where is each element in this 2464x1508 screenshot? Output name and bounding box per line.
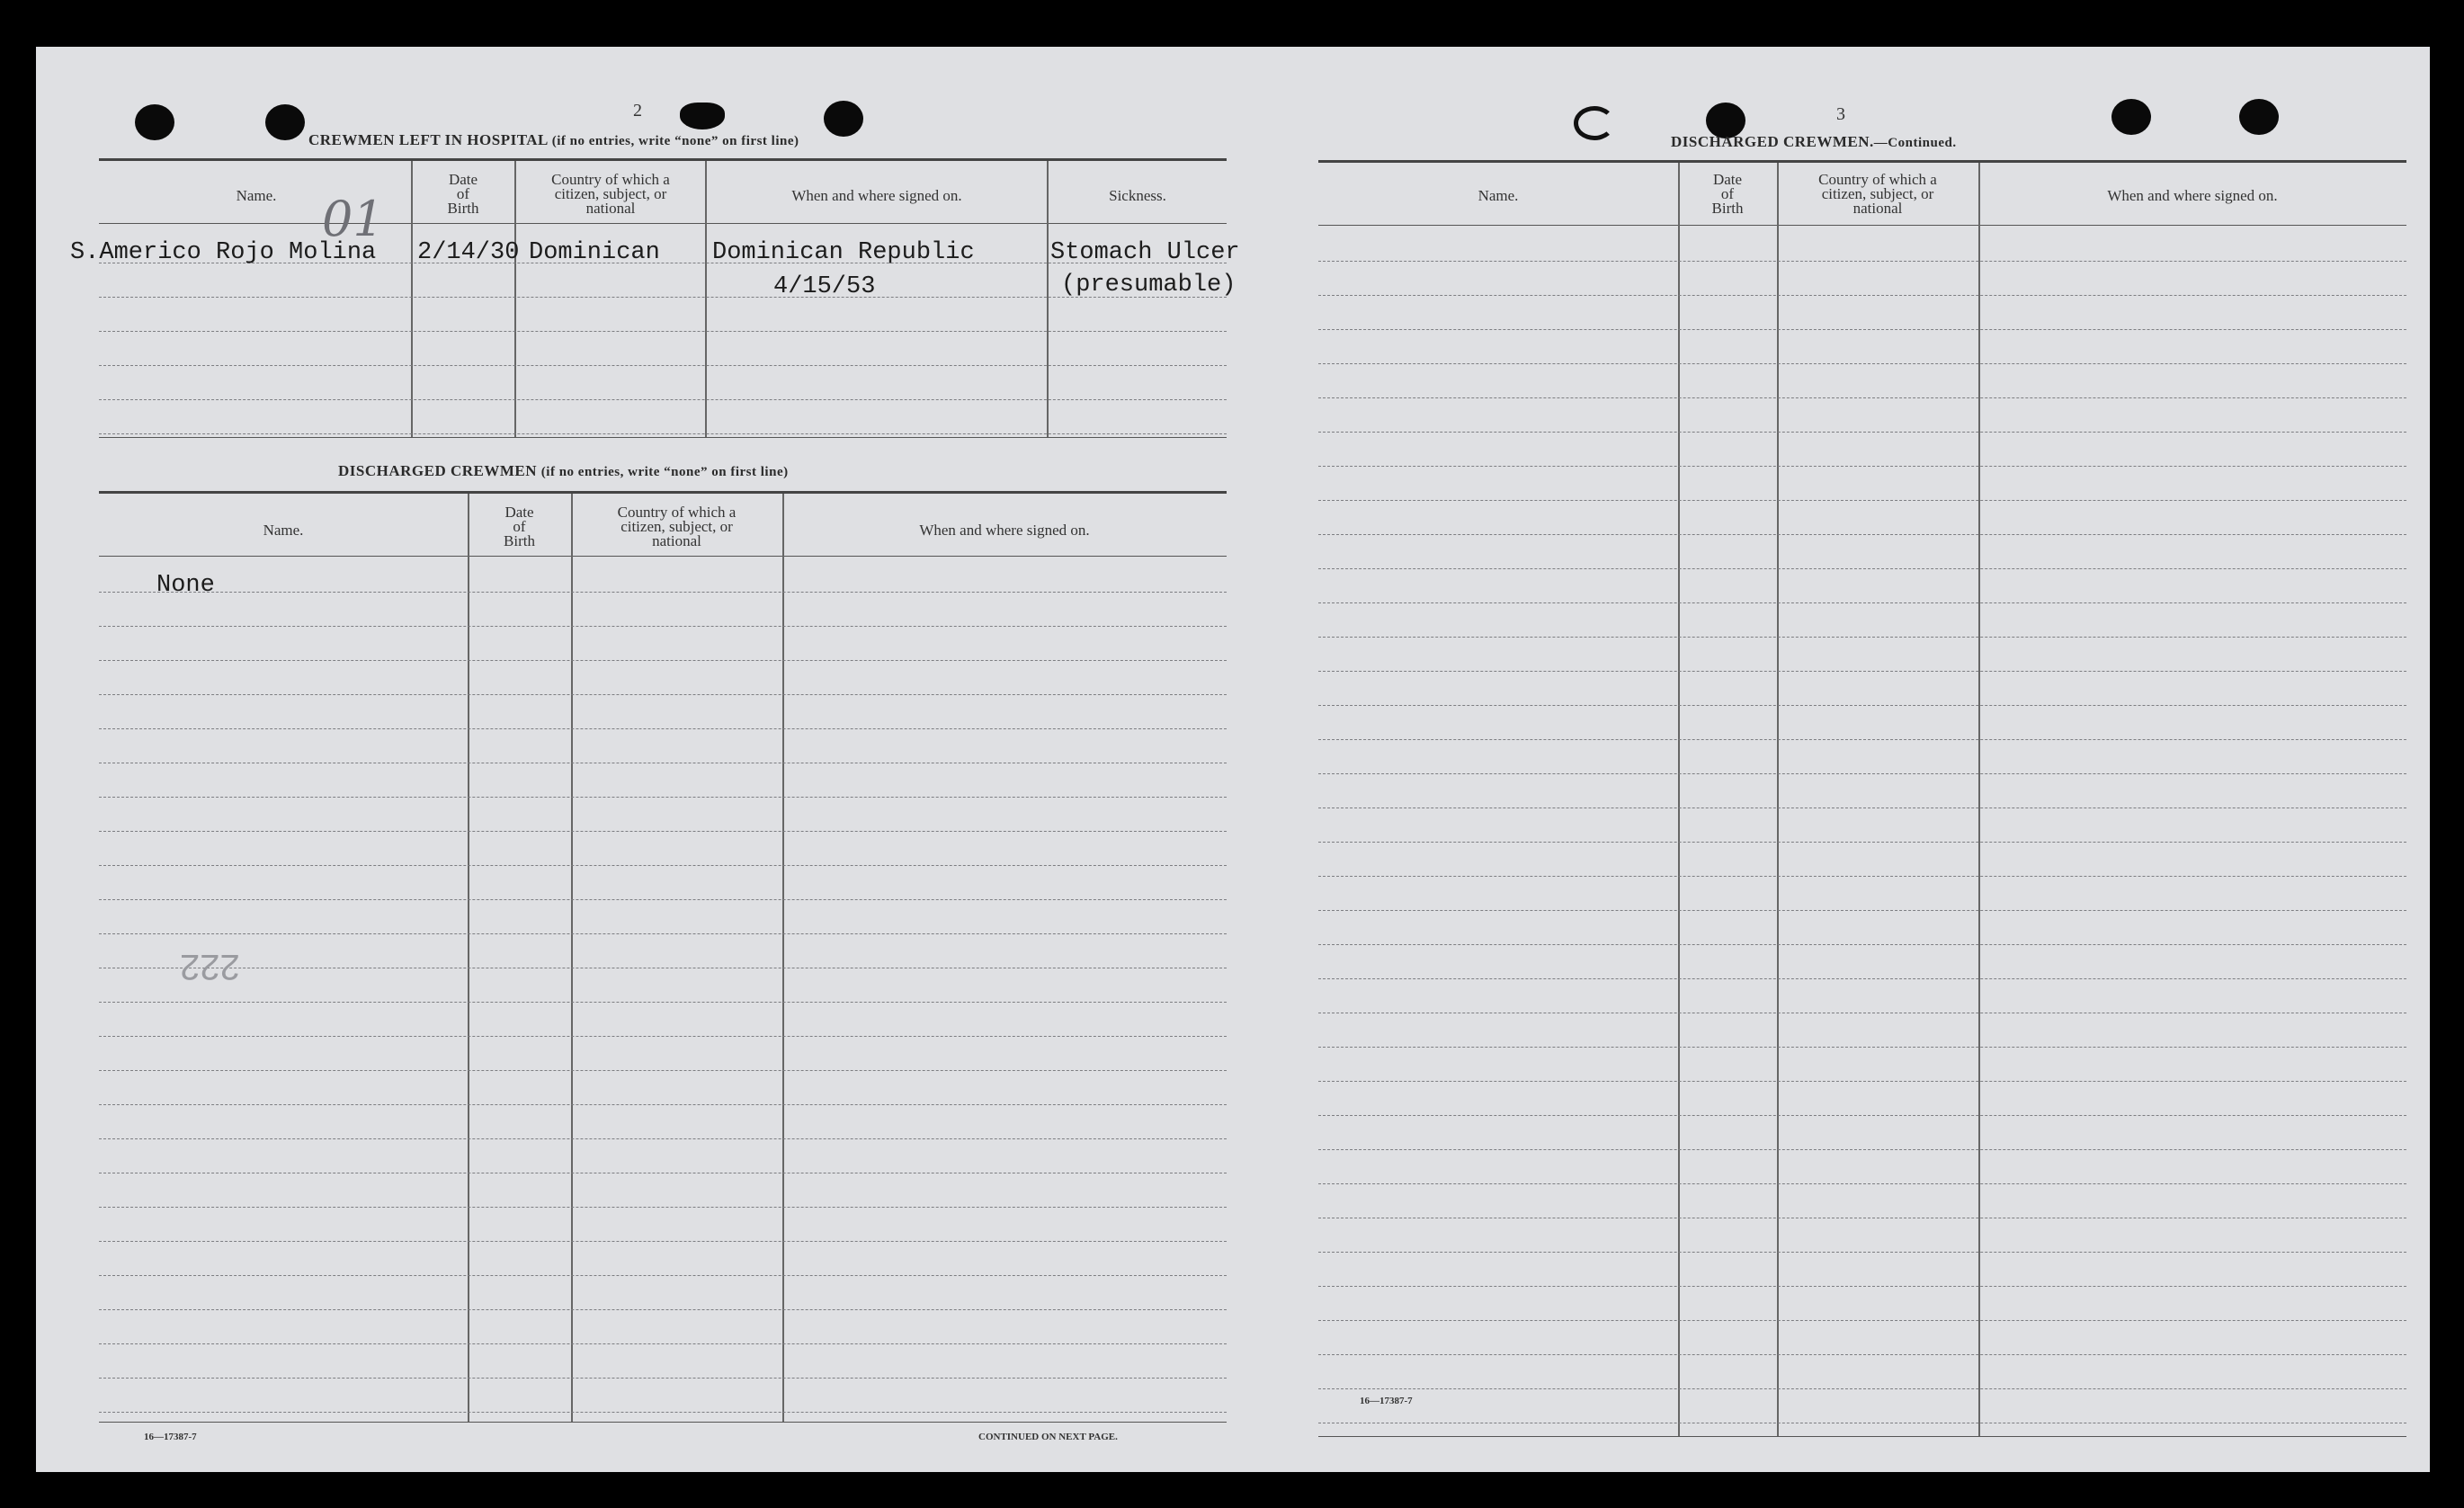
right-header-country: Country of which a citizen, subject, or national [1818, 171, 1937, 217]
crewman-dob: 2/14/30 [417, 239, 520, 266]
hospital-section-title: CREWMEN LEFT IN HOSPITAL (if no entries, write “none” on first line) [308, 131, 799, 148]
discharged-header-name: Name. [263, 522, 304, 539]
ruled-line [99, 797, 1227, 798]
page-number-left: 2 [633, 101, 642, 120]
ruled-line [99, 694, 1227, 695]
right-bottom-rule [1318, 1436, 2406, 1437]
discharged-top-rule [99, 491, 1227, 494]
ruled-line [1318, 363, 2406, 364]
crewman-country: Dominican [529, 239, 660, 266]
column-divider [1978, 163, 1980, 1436]
ruled-line [1318, 1354, 2406, 1355]
column-divider [571, 494, 573, 1422]
hospital-header-dob: Date of Birth [447, 171, 479, 217]
ruled-line [99, 1002, 1227, 1003]
ruled-line [1318, 1183, 2406, 1184]
crewman-signed-place: Dominican Republic [712, 239, 975, 266]
ruled-line [99, 592, 1227, 593]
discharged-section-title: DISCHARGED CREWMEN (if no entries, write “none” on first line) [338, 462, 789, 479]
ruled-line [99, 1207, 1227, 1208]
ruled-line [1318, 500, 2406, 501]
ruled-line [99, 433, 1227, 434]
right-section-title: DISCHARGED CREWMEN.—Continued. [1671, 133, 1957, 150]
page-number-right: 3 [1836, 104, 1845, 124]
handwritten-mark: 01 [322, 191, 384, 247]
ruled-line [99, 365, 1227, 366]
ruled-line [99, 1412, 1227, 1413]
hospital-header-country: Country of which a citizen, subject, or national [551, 171, 670, 217]
hospital-header-signed: When and where signed on. [791, 187, 962, 204]
ruled-line [99, 1378, 1227, 1379]
ruled-line [99, 1241, 1227, 1242]
ruled-line [99, 1104, 1227, 1105]
crewman-sickness: Stomach Ulcer [1050, 239, 1240, 266]
ruled-line [99, 331, 1227, 332]
ruled-line [1318, 876, 2406, 877]
ruled-line [1318, 329, 2406, 330]
punch-hole-partial [680, 103, 725, 129]
right-header-name: Name. [1478, 187, 1519, 204]
ruled-line [1318, 568, 2406, 569]
faded-stamp-number: 222 [180, 947, 240, 986]
ruled-line [1318, 397, 2406, 398]
ruled-line [1318, 944, 2406, 945]
hospital-header-rule [99, 223, 1227, 224]
discharged-header-rule [99, 556, 1227, 557]
ruled-line [1318, 739, 2406, 740]
ruled-line [1318, 1286, 2406, 1287]
ruled-line [1318, 773, 2406, 774]
ruled-line [99, 831, 1227, 832]
column-divider [705, 161, 707, 437]
continued-note: CONTINUED ON NEXT PAGE. [978, 1432, 1118, 1442]
ruled-line [99, 626, 1227, 627]
discharged-header-signed: When and where signed on. [919, 522, 1090, 539]
hospital-bottom-rule [99, 437, 1227, 438]
ruled-line [99, 399, 1227, 400]
ruled-line [1318, 261, 2406, 262]
hospital-header-name: Name. [236, 187, 277, 204]
document-sheet [36, 47, 2430, 1472]
ruled-line [1318, 910, 2406, 911]
ruled-line [99, 1036, 1227, 1037]
punch-hole [2239, 99, 2279, 135]
right-header-rule [1318, 225, 2406, 226]
ruled-line [1318, 671, 2406, 672]
column-divider [1777, 163, 1779, 1436]
discharged-header-dob: Date of Birth [504, 504, 535, 549]
ruled-line [99, 933, 1227, 934]
column-divider [468, 494, 469, 1422]
column-divider [1678, 163, 1680, 1436]
ruled-line [99, 1070, 1227, 1071]
ruled-line [1318, 1115, 2406, 1116]
ruled-line [99, 1343, 1227, 1344]
ruled-line [99, 660, 1227, 661]
ruled-line [1318, 1149, 2406, 1150]
ruled-line [99, 1138, 1227, 1139]
crewman-signed-date: 4/15/53 [773, 273, 876, 300]
ruled-line [99, 865, 1227, 866]
form-code-right: 16—17387-7 [1360, 1396, 1413, 1406]
column-divider [411, 161, 413, 437]
ruled-line [1318, 1047, 2406, 1048]
crewman-sickness-note: (presumable) [1061, 272, 1236, 299]
punch-hole [135, 104, 174, 140]
ruled-line [1318, 842, 2406, 843]
punch-hole [824, 101, 863, 137]
hospital-header-sickness: Sickness. [1109, 187, 1166, 204]
ruled-line [1318, 705, 2406, 706]
form-code-left: 16—17387-7 [144, 1432, 197, 1442]
discharged-header-country: Country of which a citizen, subject, or national [617, 504, 737, 549]
ruled-line [1318, 466, 2406, 467]
punch-hole [265, 104, 305, 140]
right-header-signed: When and where signed on. [2107, 187, 2278, 204]
ruled-line [99, 1309, 1227, 1310]
ruled-line [1318, 1081, 2406, 1082]
discharged-bottom-rule [99, 1422, 1227, 1423]
column-divider [514, 161, 516, 437]
ruled-line [99, 728, 1227, 729]
ruled-line [1318, 637, 2406, 638]
punch-hole-partial [1574, 106, 1615, 140]
right-header-dob: Date of Birth [1711, 171, 1744, 217]
column-divider [1047, 161, 1049, 437]
ruled-line [1318, 295, 2406, 296]
ruled-line [1318, 432, 2406, 433]
ruled-line [99, 297, 1227, 298]
ruled-line [99, 1275, 1227, 1276]
ruled-line [99, 899, 1227, 900]
ruled-line [1318, 534, 2406, 535]
ruled-line [1318, 978, 2406, 979]
ruled-line [1318, 1320, 2406, 1321]
ruled-line [1318, 1252, 2406, 1253]
ruled-line [1318, 602, 2406, 603]
hospital-top-rule [99, 158, 1227, 161]
discharged-entry-none: None [156, 572, 215, 599]
right-top-rule [1318, 160, 2406, 163]
crewman-name: S.Americo Rojo Molina [70, 239, 377, 266]
column-divider [782, 494, 784, 1422]
ruled-line [1318, 1388, 2406, 1389]
punch-hole [2111, 99, 2151, 135]
